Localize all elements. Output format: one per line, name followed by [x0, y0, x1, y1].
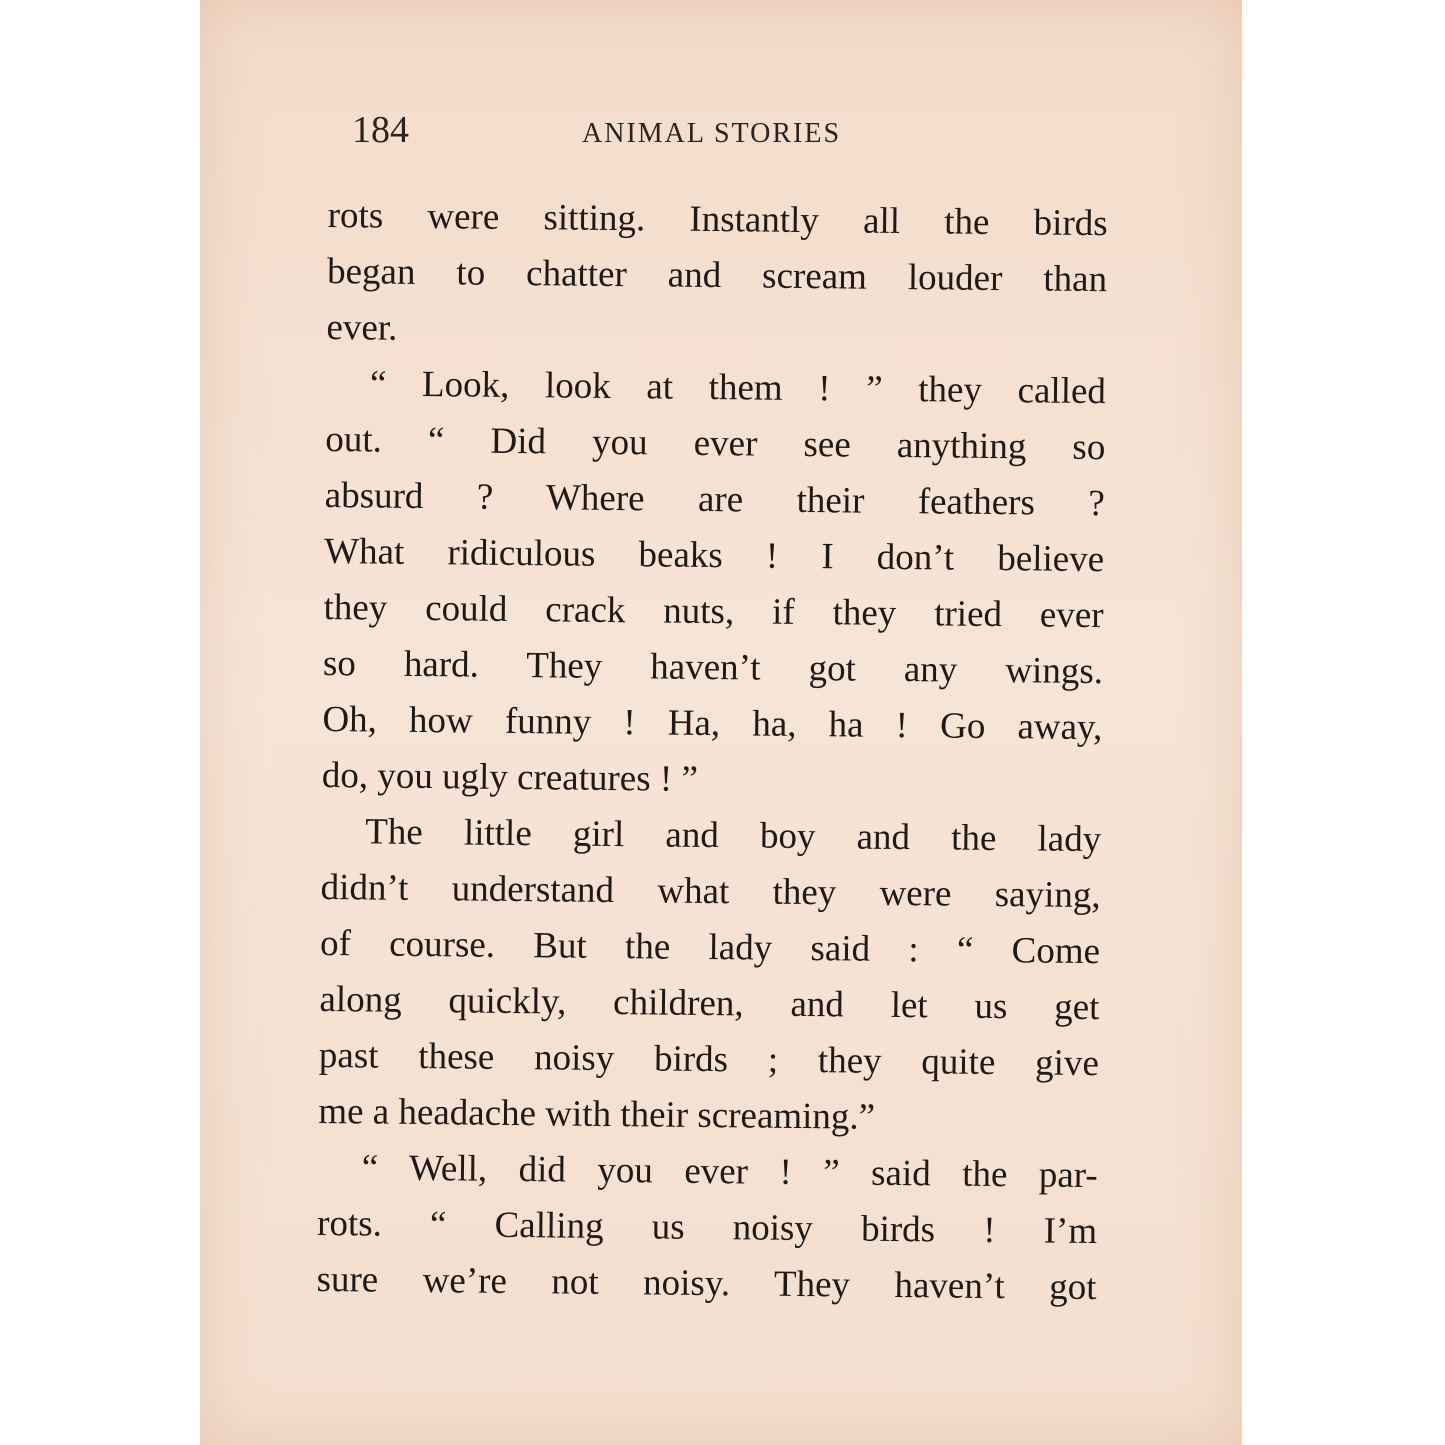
text-line: me a headache with their screaming.” [318, 1090, 876, 1138]
text-line: began to chatter and scream louder than [326, 250, 1108, 301]
text-line: past these noisy birds ; they quite give [318, 1034, 1100, 1085]
text-line: Oh, how funny ! Ha, ha, ha ! Go away, [322, 698, 1103, 749]
running-head [352, 108, 1112, 158]
text-line: didn’t understand what they were saying, [320, 866, 1101, 917]
page-number: 184 [352, 109, 409, 151]
text-line: “ Well, did you ever ! ” said the par- [361, 1147, 1098, 1197]
text-line: absurd ? Where are their feathers ? [324, 474, 1105, 525]
text-line: What ridiculous beaks ! I don’t believe [323, 530, 1105, 581]
text-line: rots were sitting. Instantly all the birds [327, 194, 1108, 245]
text-line: sure we’re not noisy. They haven’t got [316, 1258, 1097, 1309]
text-line: so hard. They haven’t got any wings. [322, 642, 1104, 693]
text-line: ever. [326, 306, 398, 349]
text-line: rots. “ Calling us noisy birds ! I’m [316, 1202, 1098, 1253]
book-page [200, 0, 1242, 1445]
text-line: “ Look, look at them ! ” they called [369, 363, 1107, 413]
text-line: do, you ugly creatures ! ” [321, 754, 699, 800]
text-line: of course. But the lady said : “ Come [319, 922, 1101, 973]
body-text [316, 188, 1108, 1316]
text-line: out. “ Did you ever see anything so [325, 418, 1106, 469]
text-line: they could crack nuts, if they tried ever [323, 586, 1104, 637]
running-head-title: ANIMAL STORIES [582, 118, 842, 149]
text-line: The little girl and boy and the lady [365, 811, 1102, 861]
text-line: along quickly, children, and let us get [319, 978, 1100, 1029]
